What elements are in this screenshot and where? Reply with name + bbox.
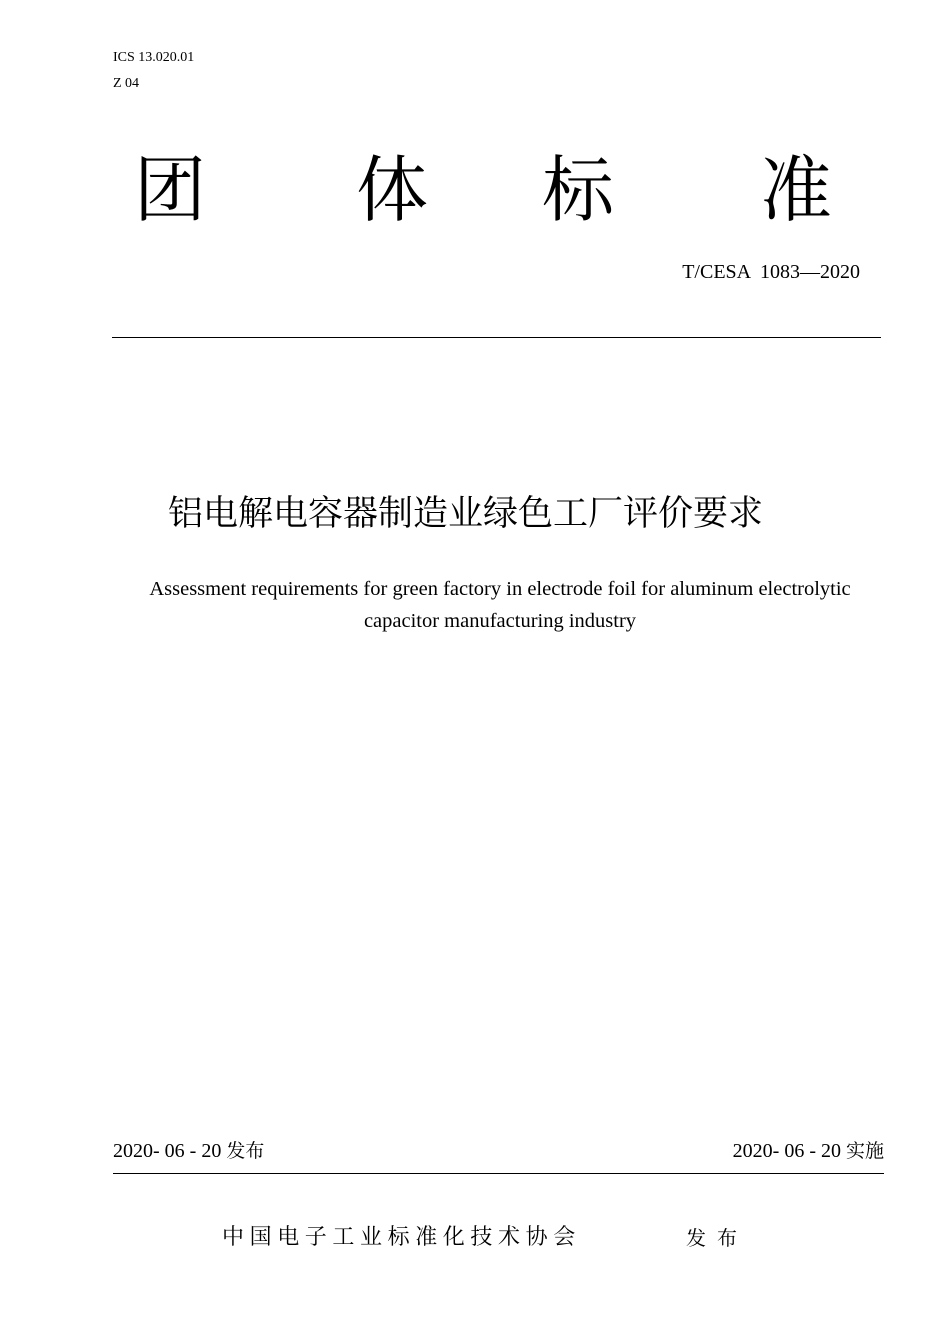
title-english-line: capacitor manufacturing industry <box>363 610 637 632</box>
implement-label: 实施 <box>845 1140 884 1162</box>
standard-number: T/CESA 1083—2020 <box>682 261 860 283</box>
title-english <box>100 573 900 637</box>
publish-date: 2020- 06 - 20 <box>113 1140 222 1162</box>
implement-date: 2020- 06 - 20 <box>732 1140 841 1162</box>
bottom-divider <box>113 1173 884 1174</box>
standard-type-heading <box>134 148 834 232</box>
implement-date-block <box>733 1138 884 1164</box>
ics-code: ICS 13.020.01 <box>113 50 195 65</box>
standard-type-char: 准 <box>760 148 833 232</box>
top-divider <box>112 337 881 338</box>
publish-label: 发布 <box>226 1140 265 1162</box>
title-english-line: Assessment requirements for green factory in electrode foil for aluminum electrolytic <box>149 578 851 600</box>
standard-type-char: 标 <box>542 148 615 232</box>
publisher-publish-word: 发布 <box>686 1226 748 1250</box>
title-chinese: 铝电解电容器制造业绿色工厂评价要求 <box>168 494 764 534</box>
standard-type-char: 团 <box>134 148 207 232</box>
publish-date-block <box>113 1138 264 1164</box>
standard-type-char: 体 <box>356 148 429 232</box>
publisher-name: 中国电子工业标准化技术协会 <box>222 1225 581 1250</box>
ccs-code: Z 04 <box>113 76 140 91</box>
